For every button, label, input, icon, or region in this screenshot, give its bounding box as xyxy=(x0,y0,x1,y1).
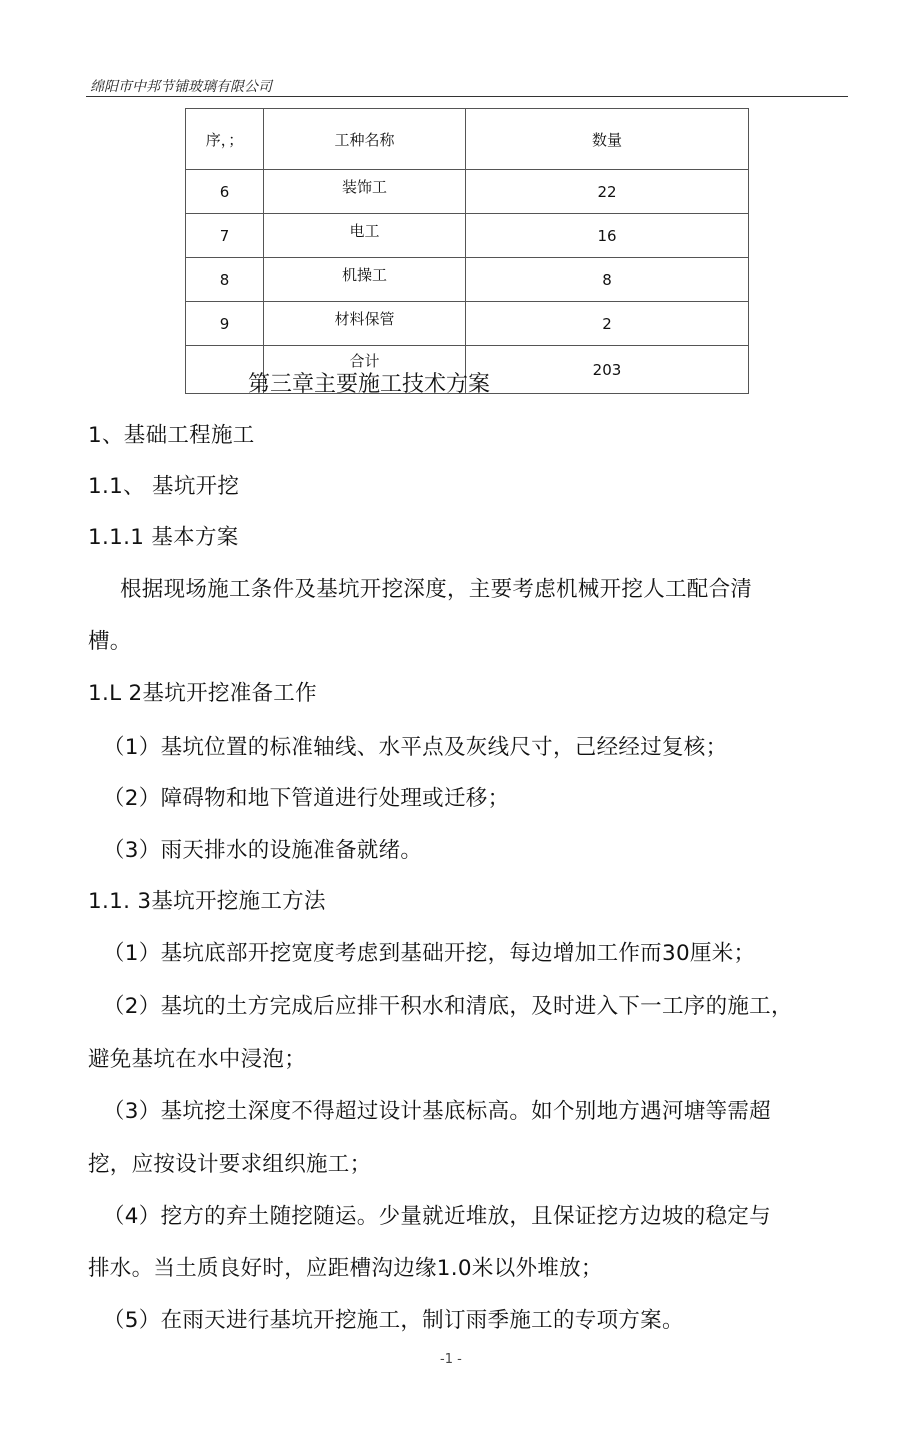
subsubsection-heading: 1.L 2基坑开挖准备工作 xyxy=(88,681,317,706)
chapter-title: 第三章主要施工技术方案 xyxy=(248,372,491,397)
list-item: （1）基坑位置的标准轴线、水平点及灰线尺寸，己经经过复核； xyxy=(103,735,728,760)
list-item-continuation: 排水。当土质良好时，应距槽沟边缘1.0米以外堆放； xyxy=(88,1256,603,1281)
table-header-row xyxy=(186,109,749,170)
list-item: （4）挖方的弃土随挖随运。少量就近堆放，且保证挖方边坡的稳定与 xyxy=(103,1204,771,1229)
list-item: （5）在雨天进行基坑开挖施工，制订雨季施工的专项方案。 xyxy=(103,1308,684,1333)
paragraph-line: 根据现场施工条件及基坑开挖深度，主要考虑机械开挖人工配合清 xyxy=(120,577,753,602)
page-number: -1 - xyxy=(440,1352,462,1367)
header-cell-seq: 序，； xyxy=(186,109,264,170)
cell-seq: 8 xyxy=(186,258,264,302)
paragraph-line: 槽。 xyxy=(88,629,132,654)
cell-trade: 电工 xyxy=(264,214,466,258)
cell-trade: 机操工 xyxy=(264,258,466,302)
table-row xyxy=(186,170,749,214)
list-item: （1）基坑底部开挖宽度考虑到基础开挖，每边增加工作而30厘米； xyxy=(103,941,756,966)
section-heading: 1、基础工程施工 xyxy=(88,423,255,448)
cell-seq: 6 xyxy=(186,170,264,214)
table-row xyxy=(186,258,749,302)
staff-table xyxy=(185,108,749,394)
list-item: （2）基坑的土方完成后应排干积水和清底，及时进入下一工序的施工， xyxy=(103,994,793,1019)
cell-count: 22 xyxy=(466,170,749,214)
table-row xyxy=(186,302,749,346)
subsubsection-heading: 1.1.1 基本方案 xyxy=(88,525,239,550)
list-item: （3）基坑挖土深度不得超过设计基底标高。如个别地方遇河塘等需超 xyxy=(103,1099,771,1124)
header-cell-trade: 工种名称 xyxy=(264,109,466,170)
cell-trade: 合计 xyxy=(264,346,466,394)
cell-seq: 9 xyxy=(186,302,264,346)
list-item-continuation: 避免基坑在水中浸泡； xyxy=(88,1047,307,1072)
cell-trade: 装饰工 xyxy=(264,170,466,214)
cell-seq: 7 xyxy=(186,214,264,258)
page-header-company: 绵阳市中邦节铺玻璃有限公司 xyxy=(90,79,272,95)
list-item: （2）障碍物和地下管道进行处理或迁移； xyxy=(103,786,510,811)
subsection-heading: 1.1、 基坑开挖 xyxy=(88,474,240,499)
header-rule xyxy=(86,96,848,97)
cell-trade: 材料保管 xyxy=(264,302,466,346)
cell-count: 2 xyxy=(466,302,749,346)
list-item-continuation: 挖，应按设计要求组织施工； xyxy=(88,1152,372,1177)
table-row xyxy=(186,214,749,258)
cell-count: 8 xyxy=(466,258,749,302)
cell-count: 203 xyxy=(466,346,749,394)
list-item: （3）雨天排水的设施准备就绪。 xyxy=(103,838,423,863)
header-cell-count: 数量 xyxy=(466,109,749,170)
cell-count: 16 xyxy=(466,214,749,258)
subsubsection-heading: 1.1. 3基坑开挖施工方法 xyxy=(88,889,326,914)
